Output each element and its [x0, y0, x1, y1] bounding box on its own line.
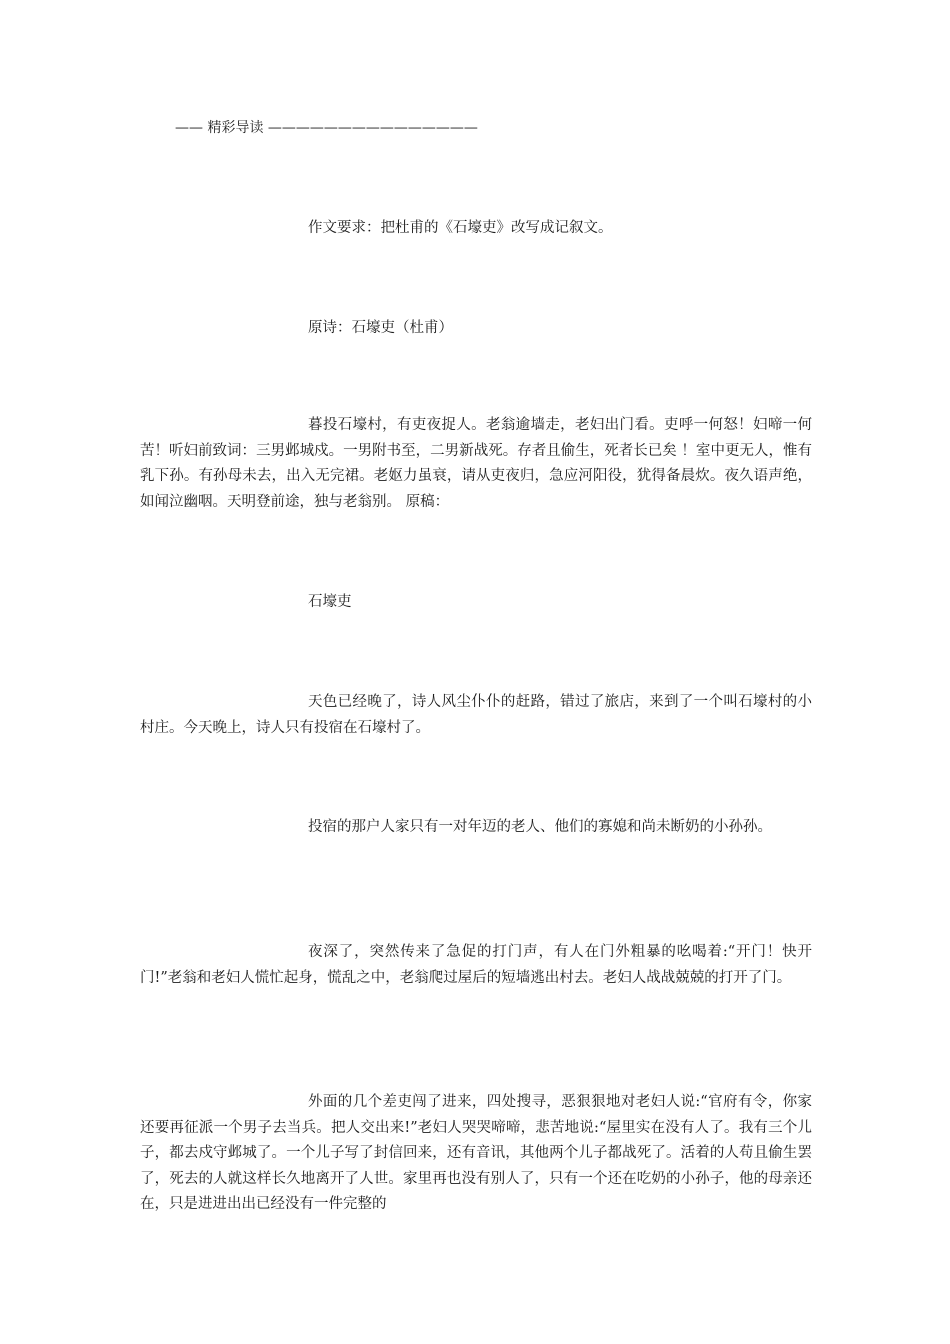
header-guide-line: —— 精彩导读 ——————————————— [175, 120, 478, 136]
essay-paragraph-2 [140, 815, 812, 841]
essay-requirement: 作文要求：把杜甫的《石壕吏》改写成记叙文。 [308, 220, 613, 236]
essay-paragraph-3 [140, 940, 812, 991]
poem-paragraph: 暮投石壕村，有吏夜捉人。老翁逾墙走，老妇出门看。吏呼一何怒！妇啼一何苦！听妇前致词：三男邺城戍。一男附书至，二男新战死。存者且偷生，死者长已矣 ！室中更无人，惟有乳下孙。有孙母未去，出入无完裙。老妪力虽衰，请从吏夜归，急应河阳役，犹得备晨炊。夜久语声绝，如闻泣幽咽。天明登前途，独与老翁别。 原稿： [140, 417, 812, 510]
paragraph-text: 外面的几个差吏闯了进来，四处搜寻，恶狠狠地对老妇人说:“官府有令，你家还要再征派一个男子去当兵。把人交出来!”老妇人哭哭啼啼，悲苦地说:“屋里实在没有人了。我有三个儿子，都去戍守邺城了。一个儿子写了封信回来，还有音讯，其他两个儿子都战死了。活着的人苟且偷生罢了，死去的人就这样长久地离开了人世。家里再也没有别人了，只有一个还在吃奶的小孙子，他的母亲还在，只是进进出出已经没有一件完整的 [140, 1094, 812, 1212]
essay-title: 石壕吏 [308, 594, 352, 610]
poem-text [140, 413, 812, 515]
paragraph-text: 夜深了，突然传来了急促的打门声，有人在门外粗暴的吆喝着:“开门！快开门!”老翁和老妇人慌忙起身，慌乱之中，老翁爬过屋后的短墙逃出村去。老妇人战战兢兢的打开了门。 [140, 944, 812, 986]
essay-paragraph-1 [140, 690, 812, 741]
essay-paragraph-4 [140, 1090, 812, 1218]
paragraph-text: 投宿的那户人家只有一对年迈的老人、他们的寡媳和尚未断奶的小孙孙。 [308, 819, 772, 835]
paragraph-text: 天色已经晚了，诗人风尘仆仆的赶路，错过了旅店，来到了一个叫石壕村的小村庄。今天晚上，诗人只有投宿在石壕村了。 [140, 694, 812, 736]
poem-title-line: 原诗：石壕吏（杜甫） [308, 320, 453, 336]
